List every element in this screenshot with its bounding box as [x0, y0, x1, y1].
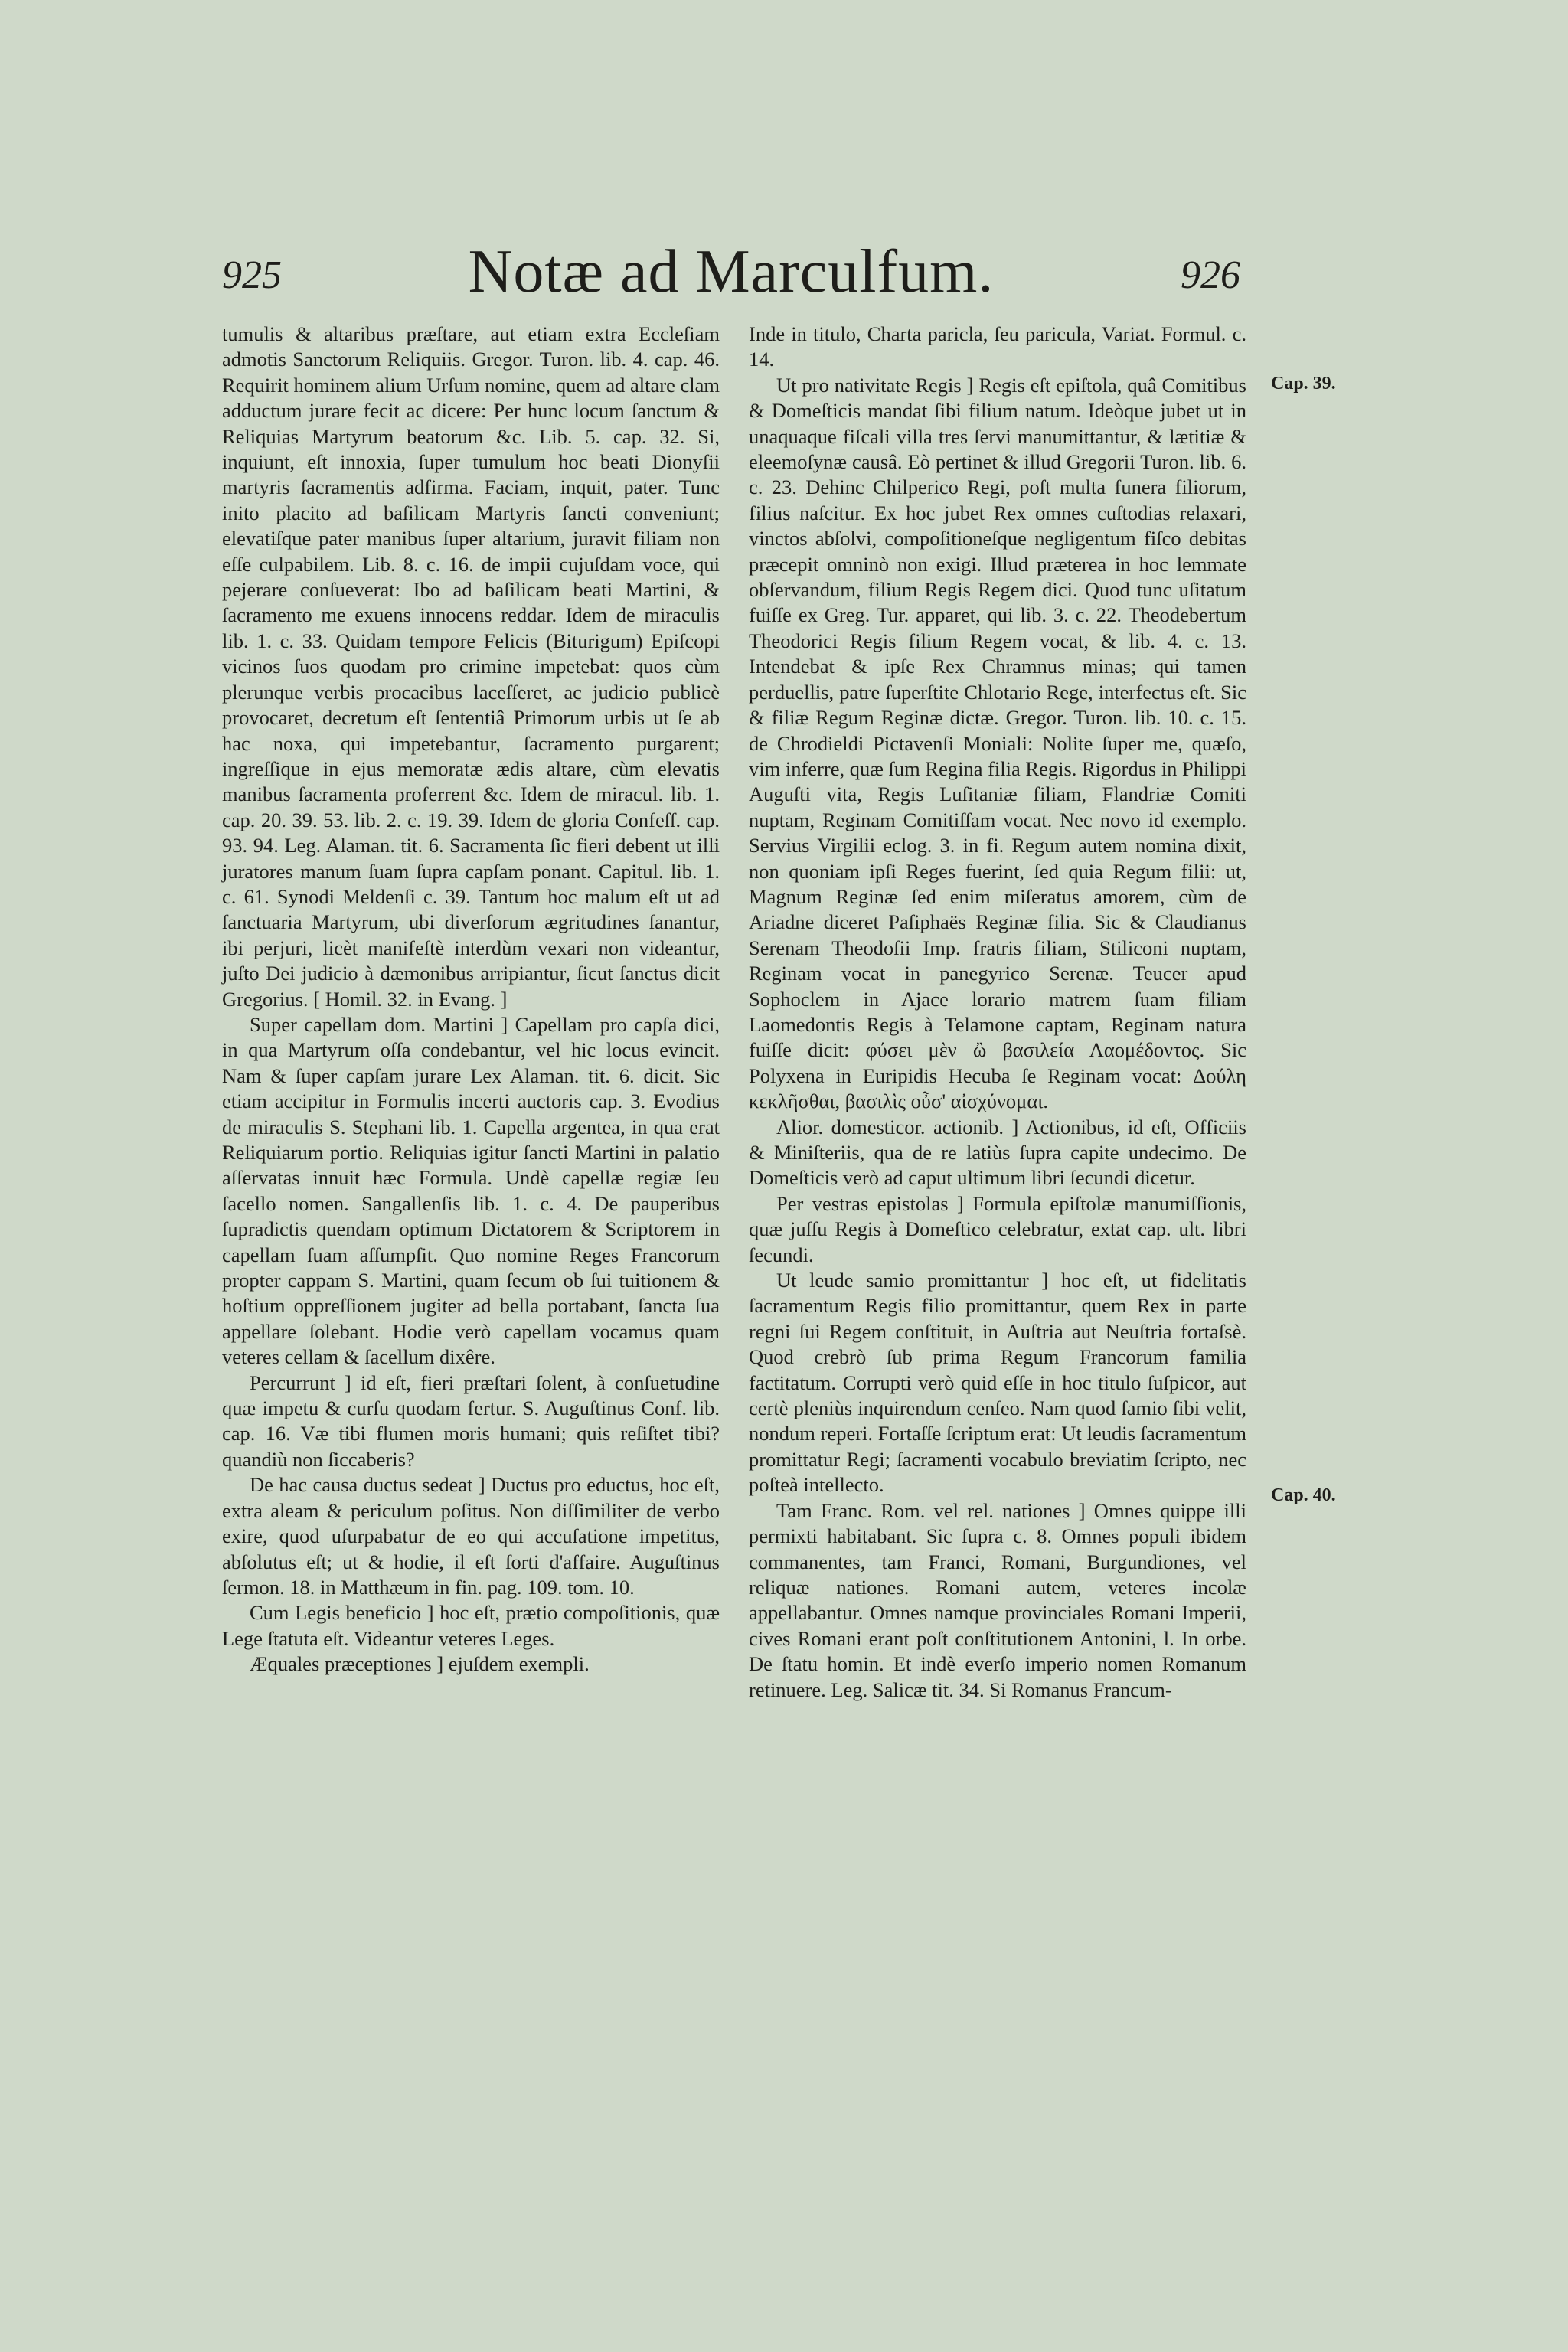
- left-paragraph-3: Percurrunt ] id eſt, fieri præſtari ſolent, à conſuetudine quæ impetu & curſu quodam fertur. S. Auguſtinus Conf. lib. cap. 16. Væ tibi flumen moris humani; quis reſiſtet tibi? quandiù non ſiccaberis?: [222, 1370, 720, 1471]
- right-paragraph-1: Inde in titulo, Charta paricla, ſeu paricula, Variat. Formul. c. 14.: [749, 322, 1246, 371]
- left-paragraph-6: Æquales præceptiones ] ejuſdem exempli.: [250, 1652, 590, 1676]
- left-paragraph-1: tumulis & altaribus præſtare, aut etiam extra Eccleſiam admotis Sanctorum Reliquiis. Gregor. Turon. lib. 4. cap. 46. Requirit hominem alium Urſum nomine, quem ad altare clam adductum jurare fecit ac dicere: Per hunc locum ſanctum & Reliquias Martyrum beatorum &c. Lib. 5. cap. 32. Si, inquiunt, eſt innoxia, ſuper tumulum hoc beati Dionyſii martyris ſacramentis adfirma. Faciam, inquit, pater. Tunc inito placito ad baſilicam Martyris ſancti conveniunt; elevatiſque pater manibus ſuper altarium, juravit filiam non eſſe culpabilem. Lib. 8. c. 16. de impii cujuſdam voce, qui pejerare conſueverat: Ibo ad baſilicam beati Martini, & ſacramento me exuens innocens reddar. Idem de miraculis lib. 1. c. 33. Quidam tempore Felicis (Biturigum) Epiſcopi vicinos ſuos quodam pro crimine impetebat: quos cùm plerunque verbis procacibus laceſſeret, ac judicio publicè provocaret, decretum eſt ſententiâ Primorum urbis ut ſe ab hac noxa, qui impetebantur, ſacramento purgarent; ingreſſique in ejus memoratæ ædis altare, cùm elevatis manibus ſacramenta proferrent &c. Idem de miracul. lib. 1. cap. 20. 39. 53. lib. 2. c. 19. 39. Idem de gloria Confeſſ. cap. 93. 94. Leg. Alaman. tit. 6. Sacramenta ſic fieri debent ut illi juratores manum ſuam ſupra capſam ponant. Capitul. lib. 1. c. 61. Synodi Meldenſi c. 39. Tantum hoc malum eſt ut ad ſanctuaria Martyrum, ubi diverſorum ægritudines ſanantur, ibi perjuri, licèt manifeſtè interdùm vexari non videantur, juſto Dei judicio à dæmonibus arripiantur, ſicut ſanctus dicit Gregorius. [ Homil. 32. in Evang. ]: [222, 322, 720, 1011]
- right-column: [749, 322, 1246, 1703]
- right-page-number: 926: [1181, 253, 1240, 297]
- right-paragraph-3: Alior. domesticor. actionib. ] Actionibus, id eſt, Officiis & Miniſteriis, qua de re latiùs ſupra capite undecimo. De Domeſticis verò ad caput ultimum libri ſecundi dicetur.: [749, 1115, 1246, 1190]
- right-paragraph-4: Per vestras epistolas ] Formula epiſtolæ manumiſſionis, quæ juſſu Regis à Domeſtico celebratur, extat cap. ult. libri ſecundi.: [749, 1191, 1246, 1266]
- margin-note-cap-39: Cap. 39.: [1271, 374, 1336, 394]
- right-paragraph-6: Tam Franc. Rom. vel rel. nationes ] Omnes quippe illi permixti habitabant. Sic ſupra c. 8. Omnes populi ibidem commanentes, tam Franci, Romani, Burgundiones, vel reliquæ nationes. Romani autem, veteres incolæ appellabantur. Omnes namque provinciales Romani Imperii, cives Romani erant poſt conſtitutionem Antonini, l. In orbe. De ſtatu homin. Et indè everſo imperio nomen Romanum retinuere. Leg. Salicæ tit. 34. Si Romanus Francum-: [749, 1498, 1246, 1701]
- left-paragraph-5: Cum Legis beneficio ] hoc eſt, prætio compoſitionis, quæ Lege ſtatuta eſt. Videantur veteres Leges.: [222, 1601, 720, 1650]
- right-paragraph-2: Ut pro nativitate Regis ] Regis eſt epiſtola, quâ Comitibus & Domeſticis mandat ſibi filium natum. Ideòque jubet ut in unaquaque fiſcali villa tres ſervi manumittantur, & lætitiæ & eleemoſynæ causâ. Eò pertinet & illud Gregorii Turon. lib. 6. c. 23. Dehinc Chilperico Regi, poſt multa funera filiorum, filius naſcitur. Ex hoc jubet Rex omnes cuſtodias relaxari, vinctos abſolvi, compoſitioneſque negligentum fiſco debitas præcepit omninò non exigi. Illud præterea in hoc lemmate obſervandum, filium Regis Regem dici. Quod tunc uſitatum fuiſſe ex Greg. Tur. apparet, qui lib. 3. c. 22. Theodebertum Theodorici Regis filium Regem vocat, & lib. 4. c. 13. Intendebat & ipſe Rex Chramnus minas; qui tamen perduellis, patre ſuperſtite Chlotario Rege, interfectus eſt. Sic & filiæ Regum Reginæ dictæ. Gregor. Turon. lib. 10. c. 15. de Chrodieldi Pictavenſi Moniali: Nolite ſuper me, quæſo, vim inferre, quæ ſum Regina filia Regis. Rigordus in Philippi Auguſti vita, Regis Luſitaniæ filiam, Flandriæ Comiti nuptam, Reginam Comitiſſam vocat. Nec novo id exemplo. Servius Virgilii eclog. 3. in fi. Regum autem nomina dixit, non quoniam ipſi Reges fuerint, ſed quia Regum filii: ut, Magnum Reginæ ſed enim miſeratus amorem, cùm de Ariadne diceret Paſiphaës Reginæ filia. Sic & Claudianus Serenam Theodoſii Imp. fratris filiam, Stiliconi nuptam, Reginam vocat in panegyrico Serenæ. Teucer apud Sophoclem in Ajace lorario matrem ſuam filiam Laomedontis Regis à Telamone captam, Reginam natura fuiſſe dicit: φύσει μὲν ὢ βασιλεία Λαομέδοντος. Sic Polyxena in Euripidis Hecuba ſe Reginam vocat: Δούλη κεκλῆσθαι, βασιλὶς οὖσ' αἰσχύνομαι.: [749, 373, 1246, 1113]
- page-header: [222, 237, 1240, 322]
- left-paragraph-2: Super capellam dom. Martini ] Capellam pro capſa dici, in qua Martyrum oſſa condebantur, vel hic locus evincit. Nam & ſuper capſam jurare Lex Alaman. tit. 6. dicit. Sic etiam accipitur in Formulis incerti auctoris cap. 3. Evodius de miraculis S. Stephani lib. 1. Capella argentea, in qua erat Reliquiarum portio. Reliquias igitur ſancti Martini in palatio aſſervatas innuit hæc Formula. Undè capellæ regiæ ſeu ſacello nomen. Sangallenſis lib. 1. c. 4. De pauperibus ſupradictis quendam optimum Dictatorem & Scriptorem in capellam ſuam aſſumpſit. Quo nomine Reges Francorum propter cappam S. Martini, quam ſecum ob ſui tuitionem & hoſtium oppreſſionem jugiter ad bella portabant, ſancta ſua appellare ſolebant. Hodie verò capellam vocamus quam veteres cellam & ſacellum dixêre.: [222, 1012, 720, 1369]
- margin-note-cap-40: Cap. 40.: [1271, 1485, 1336, 1505]
- page-title: Notæ ad Marculfum.: [468, 238, 995, 305]
- left-column: [222, 322, 720, 1677]
- left-page-number: 925: [222, 253, 282, 297]
- right-paragraph-5: Ut leude samio promittantur ] hoc eſt, ut fidelitatis ſacramentum Regis filio promittantur, quem Rex in parte regni ſui Regem conſtituit, in Auſtria aut Neuſtria fortaſsè. Quod crebrò ſub prima Regum Francorum familia factitatum. Corrupti verò quid eſſe in hoc titulo ſuſpicor, aut certè pleniùs inquirendum cenſeo. Nam quod ſamio ſibi velit, nondum reperi. Fortaſſe ſcriptum erat: Ut leudis ſacramentum promittatur Regi; ſacramenti vocabulo breviatim ſcripto, nec poſteà intellecto.: [749, 1269, 1246, 1497]
- left-paragraph-4: De hac causa ductus sedeat ] Ductus pro eductus, hoc eſt, extra aleam & periculum poſitus. Non diſſimiliter de verbo exire, quod uſurpabatur de eo qui accuſatione impetitus, abſolutus eſt; ut & hodie, il eſt ſorti d'affaire. Auguſtinus ſermon. 18. in Matthæum in fin. pag. 109. tom. 10.: [222, 1473, 720, 1599]
